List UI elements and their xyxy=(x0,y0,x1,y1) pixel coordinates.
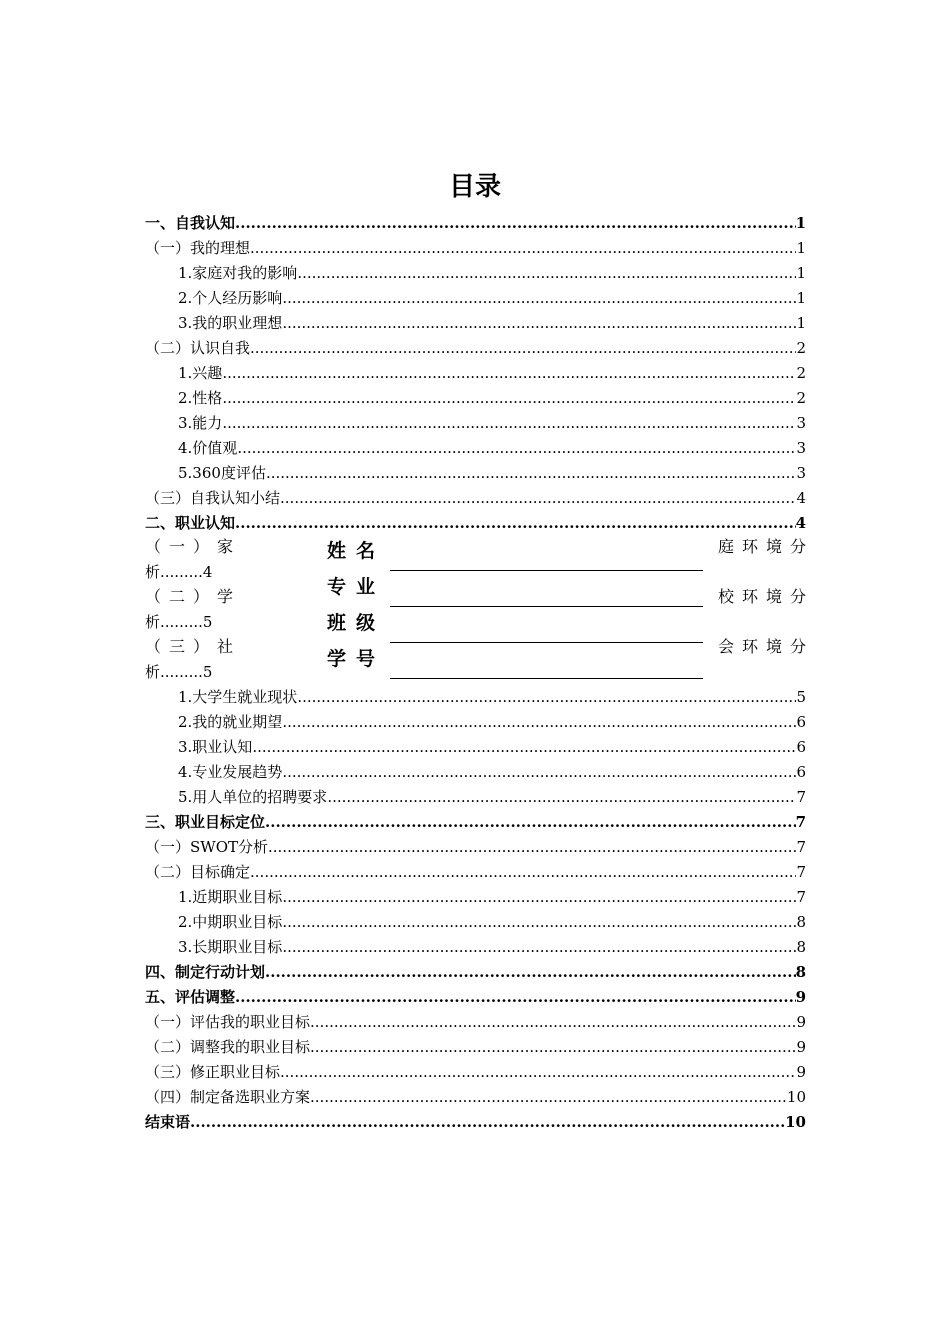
toc-entry[interactable]: 5.用人单位的招聘要求 ..... 7 xyxy=(178,782,806,807)
toc-entry[interactable]: 三、职业目标定位 ..... 7 xyxy=(145,807,806,832)
toc-entry[interactable]: （四）制定备选职业方案 ..... 10 xyxy=(145,1082,806,1107)
toc-entry[interactable]: 一、自我认知 ..... 1 xyxy=(145,208,806,233)
class-label: 班级 xyxy=(327,612,386,634)
toc-entry[interactable]: 结束语 ..... 10 xyxy=(145,1107,806,1132)
toc-entry[interactable]: （三）修正职业目标 ..... 9 xyxy=(145,1057,806,1082)
toc-entry[interactable]: 五、评估调整 ..... 9 xyxy=(145,982,806,1007)
toc-entry[interactable]: （一）SWOT分析 ..... 7 xyxy=(145,832,806,857)
class-field[interactable] xyxy=(390,642,703,643)
toc-entry[interactable]: （一）评估我的职业目标 ..... 9 xyxy=(145,1007,806,1032)
toc-fragment: （二）学 xyxy=(145,587,242,606)
toc-entry[interactable]: 二、职业认知 ..... 4 xyxy=(145,508,806,533)
toc-fragment: 校环境分 xyxy=(718,587,815,606)
student-id-field[interactable] xyxy=(390,678,703,679)
student-id-label: 学号 xyxy=(327,648,386,670)
toc-entry[interactable]: 5.360度评估 ..... 3 xyxy=(178,458,806,483)
toc-entry[interactable]: （一）我的理想 ..... 1 xyxy=(145,233,806,258)
toc-entry[interactable]: 4.价值观 ..... 3 xyxy=(178,433,806,458)
toc-entry[interactable]: 2.中期职业目标 ..... 8 xyxy=(178,907,806,932)
toc-entry[interactable]: 1.兴趣 ..... 2 xyxy=(178,358,806,383)
major-label: 专业 xyxy=(327,576,386,598)
toc-fragment: （一）家 xyxy=(145,537,242,556)
name-label: 姓名 xyxy=(327,540,386,562)
toc-entry[interactable]: （二）认识自我 ..... 2 xyxy=(145,333,806,358)
toc-entry[interactable]: （三）自我认知小结 ..... 4 xyxy=(145,483,806,508)
toc-entry[interactable]: （二）目标确定 ..... 7 xyxy=(145,857,806,882)
toc-entry[interactable]: 1.大学生就业现状 ..... 5 xyxy=(178,682,806,707)
toc-fragment: 析.........5 xyxy=(145,613,213,631)
toc-entry[interactable]: （二）调整我的职业目标 ..... 9 xyxy=(145,1032,806,1057)
toc-title: 目录 xyxy=(448,172,501,202)
toc-entry[interactable]: 3.我的职业理想 ..... 1 xyxy=(178,308,806,333)
toc-fragment: 析.........5 xyxy=(145,663,213,681)
toc-entry[interactable]: 2.性格 ..... 2 xyxy=(178,383,806,408)
toc-entry[interactable]: 3.能力 ..... 3 xyxy=(178,408,806,433)
toc-entry[interactable]: 2.个人经历影响 ..... 1 xyxy=(178,283,806,308)
major-field[interactable] xyxy=(390,606,703,607)
toc-entry[interactable]: 1.家庭对我的影响 ..... 1 xyxy=(178,258,806,283)
toc-entry[interactable]: 2.我的就业期望 ..... 6 xyxy=(178,707,806,732)
toc-entry[interactable]: 3.职业认知 ..... 6 xyxy=(178,732,806,757)
toc-fragment: 会环境分 xyxy=(718,637,815,656)
toc-fragment: 庭环境分 xyxy=(718,537,815,556)
toc-entry[interactable]: 3.长期职业目标 ..... 8 xyxy=(178,932,806,957)
name-field[interactable] xyxy=(390,570,703,571)
toc-entry[interactable]: 1.近期职业目标 ..... 7 xyxy=(178,882,806,907)
toc-entry[interactable]: 四、制定行动计划 ..... 8 xyxy=(145,957,806,982)
toc-entry[interactable]: 4.专业发展趋势 ..... 6 xyxy=(178,757,806,782)
toc-fragment: 析.........4 xyxy=(145,563,213,581)
toc-fragment: （三）社 xyxy=(145,637,242,656)
